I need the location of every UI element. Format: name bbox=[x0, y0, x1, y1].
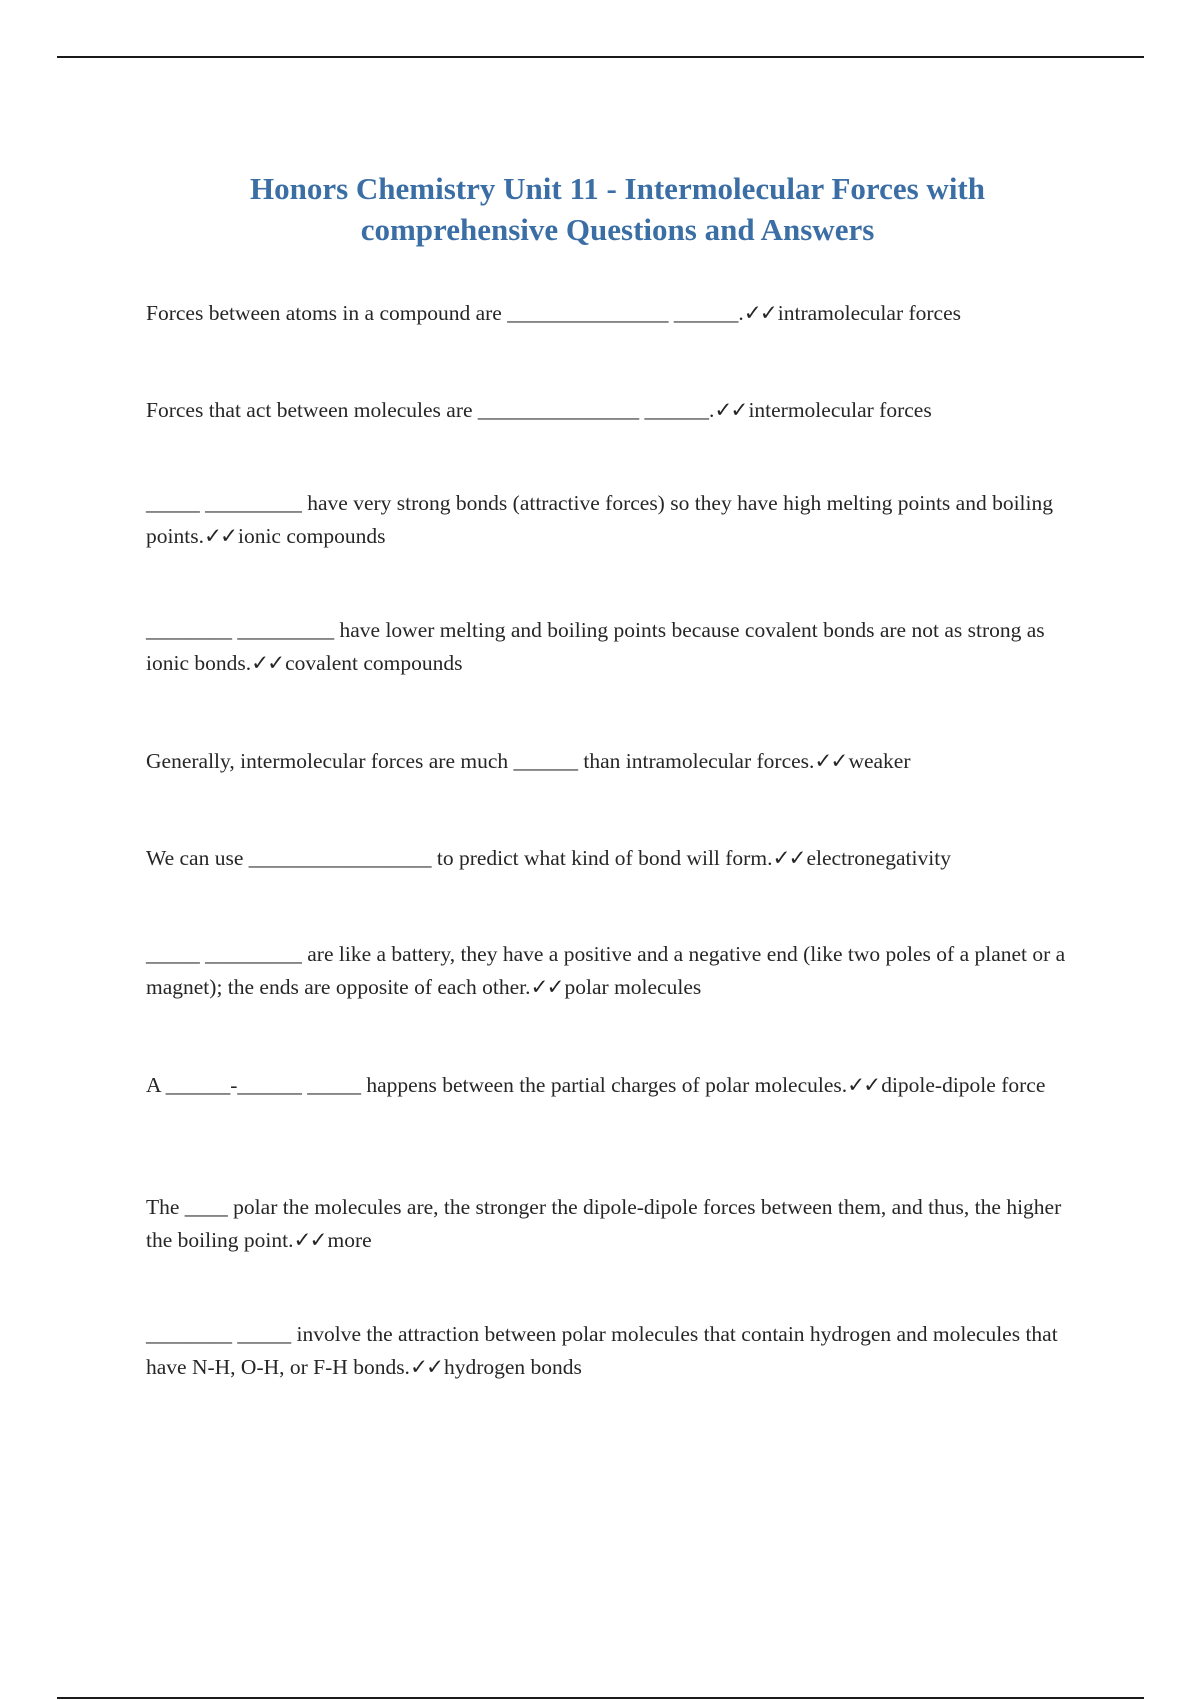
answer-text: covalent compounds bbox=[285, 651, 463, 675]
double-check-icon: ✓✓ bbox=[530, 975, 563, 999]
double-check-icon: ✓✓ bbox=[772, 846, 805, 870]
question-text: Forces that act between molecules are _______________ ______. bbox=[146, 398, 715, 422]
answer-text: more bbox=[327, 1228, 372, 1252]
qa-item-4 bbox=[146, 614, 1081, 680]
question-text: We can use _________________ to predict what kind of bond will form. bbox=[146, 846, 773, 870]
answer-text: hydrogen bonds bbox=[443, 1355, 582, 1379]
qa-item-6 bbox=[146, 842, 1081, 875]
answer-text: weaker bbox=[848, 749, 911, 773]
double-check-icon: ✓✓ bbox=[847, 1073, 880, 1097]
qa-item-8 bbox=[146, 1069, 1081, 1102]
qa-item-10 bbox=[146, 1318, 1081, 1384]
question-text: A ______-______ _____ happens between the partial charges of polar molecules. bbox=[146, 1073, 848, 1097]
double-check-icon: ✓✓ bbox=[743, 301, 776, 325]
answer-text: electronegativity bbox=[806, 846, 951, 870]
double-check-icon: ✓✓ bbox=[251, 651, 284, 675]
answer-text: ionic compounds bbox=[237, 524, 386, 548]
qa-item-2 bbox=[146, 394, 1081, 427]
double-check-icon: ✓✓ bbox=[293, 1228, 326, 1252]
question-text: _____ _________ are like a battery, they have a positive and a negative end (like two poles of a planet or a magnet); the ends are opposite of each other. bbox=[146, 942, 1066, 999]
answer-text: polar molecules bbox=[564, 975, 702, 999]
double-check-icon: ✓✓ bbox=[203, 524, 236, 548]
question-text: _____ _________ have very strong bonds (attractive forces) so they have high melting points and boiling points. bbox=[146, 491, 1053, 548]
question-text: ________ _____ involve the attraction between polar molecules that contain hydrogen and molecules that have N-H, O-H, or F-H bonds. bbox=[146, 1322, 1058, 1379]
question-text: ________ _________ have lower melting and boiling points because covalent bonds are not as strong as ionic bonds. bbox=[146, 618, 1045, 675]
qa-item-5 bbox=[146, 745, 1081, 778]
question-text: Generally, intermolecular forces are much ______ than intramolecular forces. bbox=[146, 749, 815, 773]
answer-text: dipole-dipole force bbox=[881, 1073, 1046, 1097]
qa-item-1 bbox=[146, 297, 1081, 330]
double-check-icon: ✓✓ bbox=[714, 398, 747, 422]
title-line-2: comprehensive Questions and Answers bbox=[360, 212, 875, 247]
question-text: Forces between atoms in a compound are _______________ ______. bbox=[146, 301, 744, 325]
double-check-icon: ✓✓ bbox=[814, 749, 847, 773]
qa-item-7 bbox=[146, 938, 1081, 1004]
double-check-icon: ✓✓ bbox=[409, 1355, 442, 1379]
bottom-rule bbox=[57, 1697, 1144, 1699]
answer-text: intramolecular forces bbox=[777, 301, 962, 325]
question-text: The ____ polar the molecules are, the stronger the dipole-dipole forces between them, and thus, the higher the boiling point. bbox=[146, 1195, 1062, 1252]
title-line-1: Honors Chemistry Unit 11 - Intermolecular Forces with bbox=[249, 171, 985, 206]
qa-item-9 bbox=[146, 1191, 1081, 1257]
qa-item-3 bbox=[146, 487, 1081, 553]
answer-text: intermolecular forces bbox=[748, 398, 932, 422]
